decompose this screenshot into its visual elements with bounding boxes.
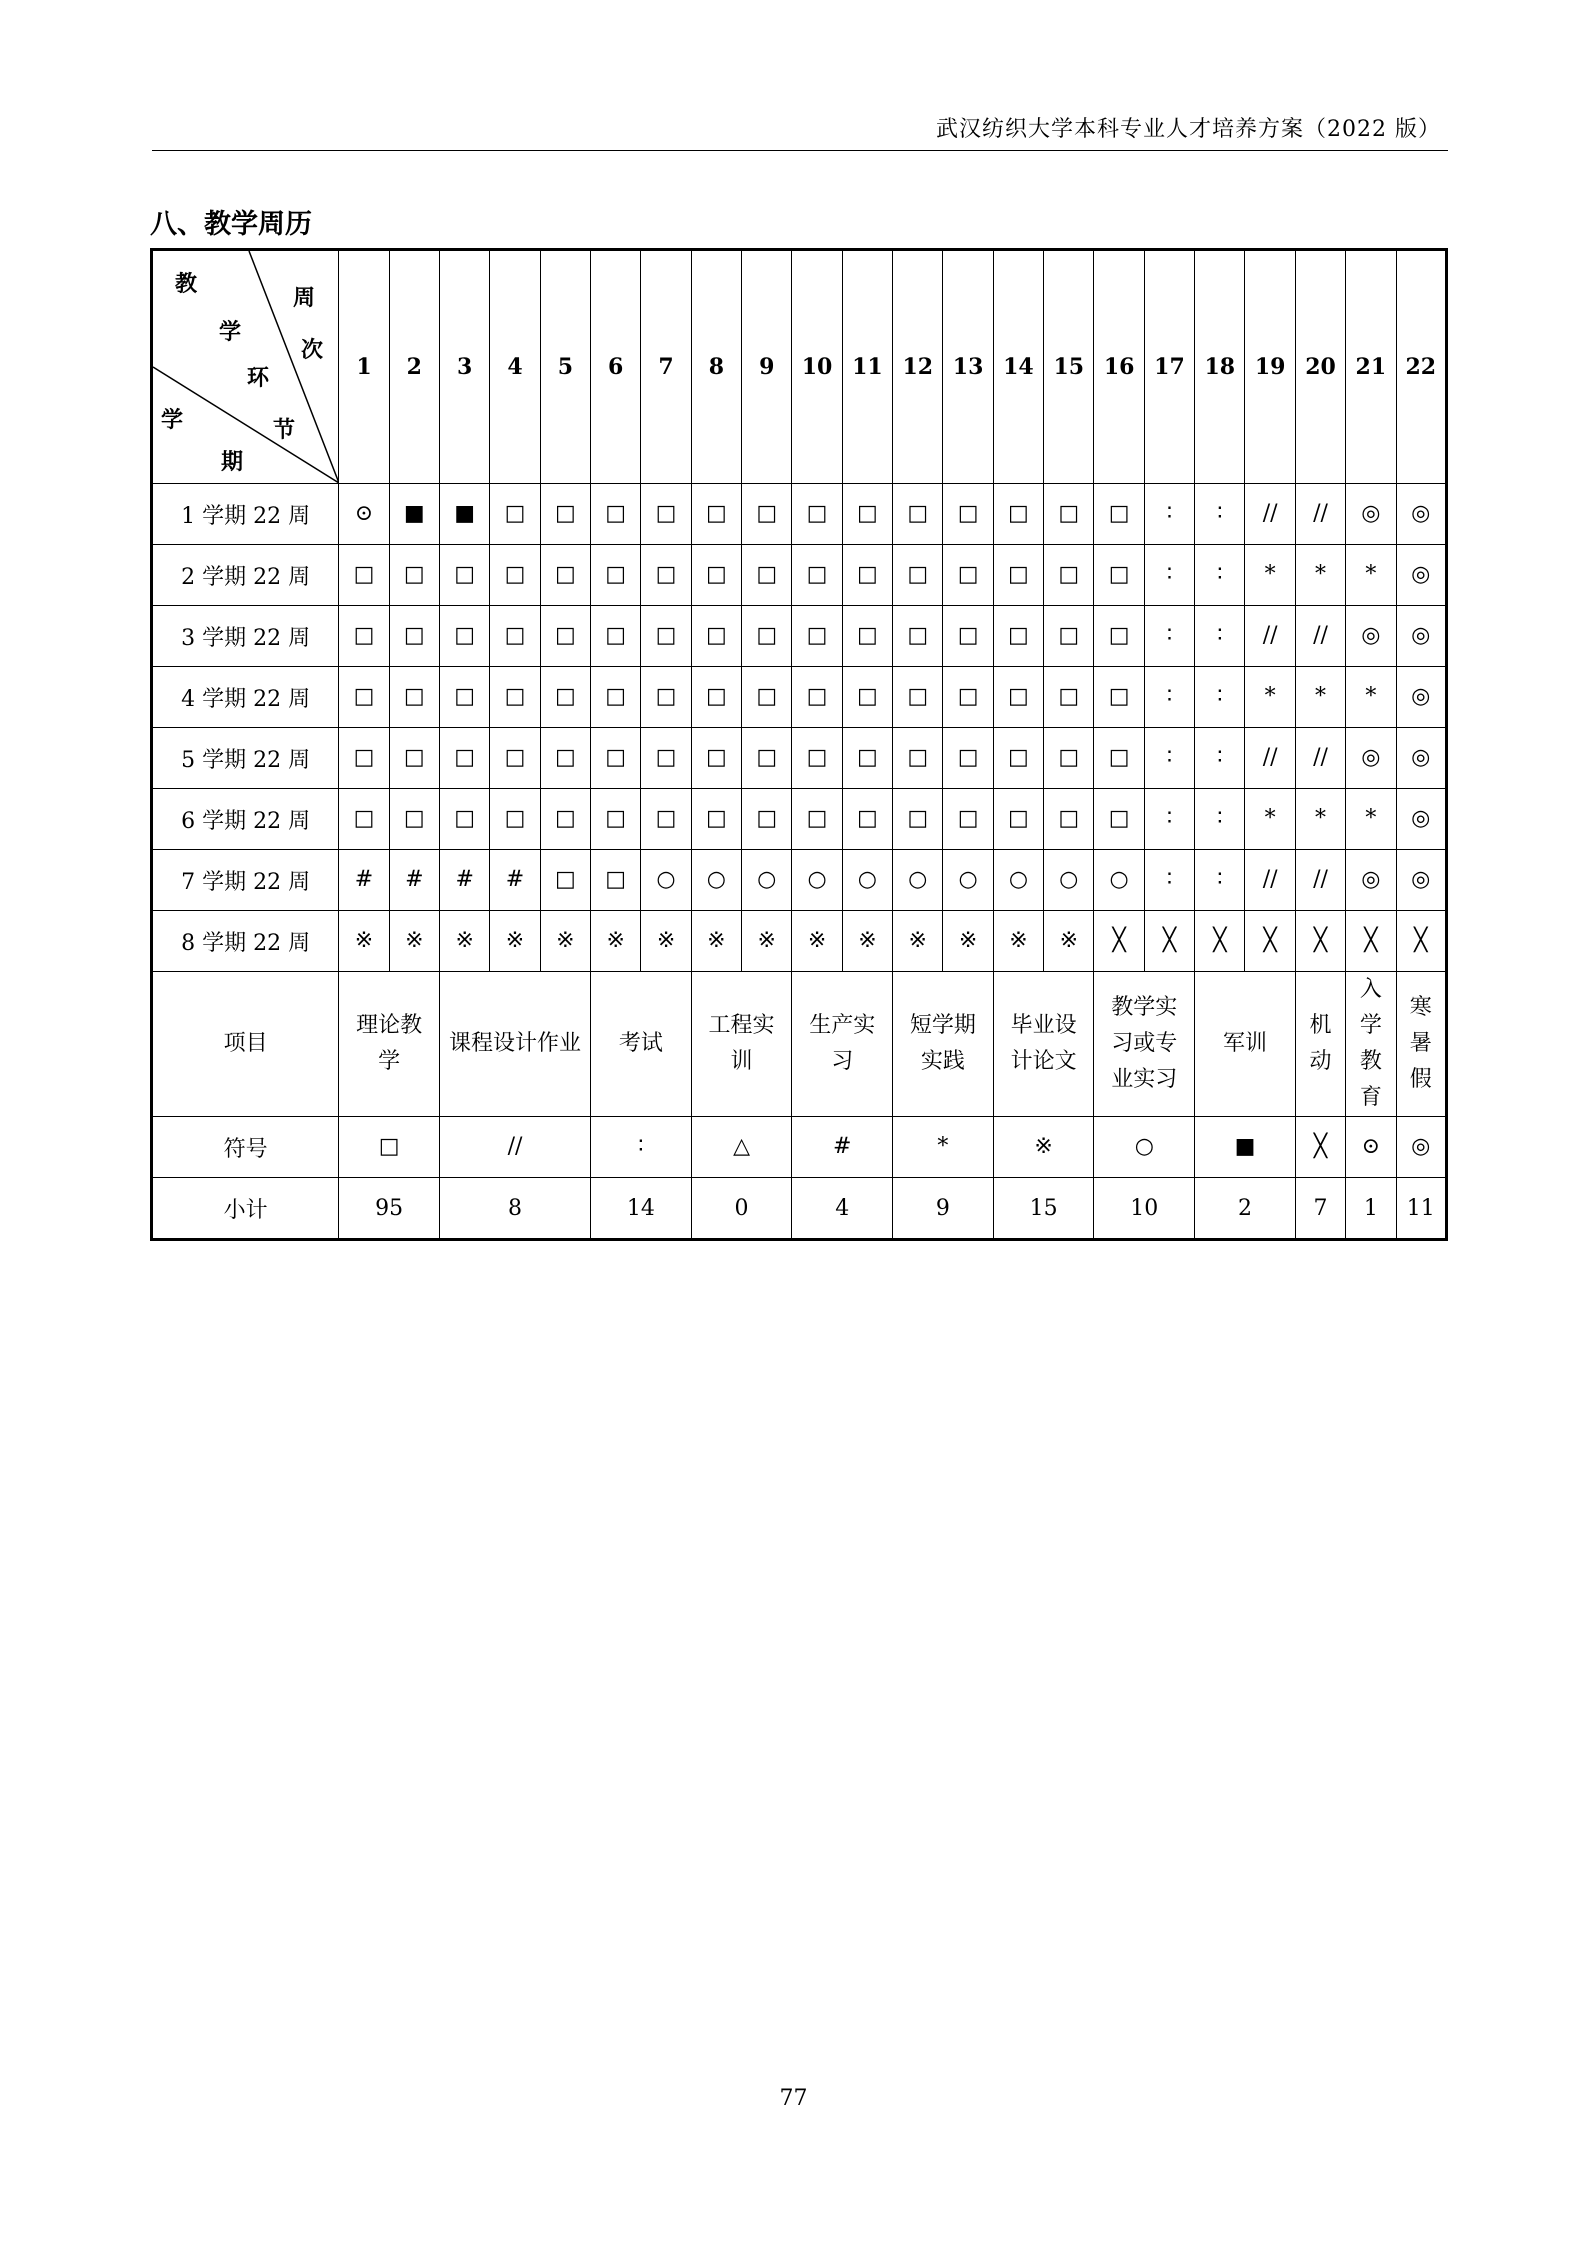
week-header-row — [152, 250, 1447, 484]
header-rule — [152, 150, 1448, 151]
week-cell: □ — [842, 728, 892, 789]
term-row-7 — [152, 850, 1447, 911]
week-cell: □ — [893, 606, 943, 667]
legend-symbol: // — [439, 1117, 590, 1178]
week-cell: ※ — [339, 911, 389, 972]
week-cell: □ — [490, 667, 540, 728]
week-cell: □ — [943, 789, 993, 850]
week-cell: □ — [389, 667, 439, 728]
week-header-10: 10 — [792, 250, 842, 484]
week-header-7: 7 — [641, 250, 691, 484]
legend-item: 军训 — [1195, 972, 1296, 1117]
week-header-1: 1 — [339, 250, 389, 484]
week-cell: □ — [1044, 667, 1094, 728]
week-cell: ∶ — [1195, 667, 1245, 728]
week-cell: □ — [439, 789, 489, 850]
week-cell: □ — [792, 728, 842, 789]
week-cell: * — [1245, 667, 1295, 728]
corner-label-top-4: 节 — [273, 417, 296, 443]
week-cell: ※ — [591, 911, 641, 972]
legend-subtotal: 15 — [993, 1178, 1094, 1240]
week-cell: □ — [691, 484, 741, 545]
week-cell: □ — [490, 484, 540, 545]
week-cell: □ — [742, 606, 792, 667]
legend-symbol: * — [893, 1117, 994, 1178]
legend-symbol: ○ — [1094, 1117, 1195, 1178]
term-row-2 — [152, 545, 1447, 606]
week-cell: ※ — [540, 911, 590, 972]
legend-subtotal: 14 — [591, 1178, 692, 1240]
corner-label-right-1: 周 — [293, 285, 316, 311]
week-cell: ○ — [792, 850, 842, 911]
week-header-16: 16 — [1094, 250, 1144, 484]
week-cell: ∶ — [1144, 667, 1194, 728]
week-cell: □ — [439, 606, 489, 667]
week-cell: □ — [893, 667, 943, 728]
week-cell: ╳ — [1245, 911, 1295, 972]
week-cell: □ — [842, 606, 892, 667]
week-cell: * — [1245, 789, 1295, 850]
week-cell: □ — [540, 545, 590, 606]
week-cell: □ — [1044, 728, 1094, 789]
week-cell: □ — [1044, 789, 1094, 850]
week-cell: ◎ — [1396, 850, 1446, 911]
week-cell: □ — [1044, 484, 1094, 545]
term-label: 4 学期 22 周 — [152, 667, 339, 728]
week-cell: □ — [691, 667, 741, 728]
week-cell: □ — [691, 545, 741, 606]
legend-symbol: ╳ — [1295, 1117, 1345, 1178]
week-cell: □ — [943, 667, 993, 728]
week-cell: □ — [993, 667, 1043, 728]
term-label: 7 学期 22 周 — [152, 850, 339, 911]
legend-symbol: ■ — [1195, 1117, 1296, 1178]
week-cell: □ — [742, 728, 792, 789]
week-cell: ※ — [1044, 911, 1094, 972]
week-cell: □ — [943, 606, 993, 667]
legend-item-label: 项目 — [152, 972, 339, 1117]
week-cell: □ — [792, 789, 842, 850]
section-title: 八、教学周历 — [150, 209, 312, 240]
week-cell: ※ — [792, 911, 842, 972]
week-cell: ╳ — [1094, 911, 1144, 972]
week-cell: ※ — [842, 911, 892, 972]
week-header-8: 8 — [691, 250, 741, 484]
corner-diagonal-cell — [152, 250, 339, 484]
week-header-19: 19 — [1245, 250, 1295, 484]
week-cell: □ — [1094, 728, 1144, 789]
week-header-4: 4 — [490, 250, 540, 484]
week-cell: ∶ — [1195, 606, 1245, 667]
week-cell: □ — [389, 545, 439, 606]
legend-item: 教学实习或专业实习 — [1094, 972, 1195, 1117]
week-cell: ◎ — [1346, 850, 1396, 911]
legend-symbol: ◎ — [1396, 1117, 1446, 1178]
week-header-13: 13 — [943, 250, 993, 484]
week-cell: ◎ — [1346, 728, 1396, 789]
week-cell: □ — [641, 606, 691, 667]
week-header-17: 17 — [1144, 250, 1194, 484]
week-cell: □ — [540, 667, 590, 728]
week-cell: ∶ — [1144, 850, 1194, 911]
week-cell: ※ — [742, 911, 792, 972]
week-cell: ∶ — [1144, 728, 1194, 789]
week-cell: ○ — [1094, 850, 1144, 911]
legend-symbol: # — [792, 1117, 893, 1178]
week-cell: ○ — [842, 850, 892, 911]
week-cell: □ — [490, 545, 540, 606]
week-cell: # — [339, 850, 389, 911]
week-cell: ◎ — [1346, 606, 1396, 667]
week-cell: ○ — [943, 850, 993, 911]
legend-symbol: ※ — [993, 1117, 1094, 1178]
week-cell: □ — [641, 484, 691, 545]
week-cell: □ — [993, 606, 1043, 667]
week-cell: ╳ — [1295, 911, 1345, 972]
week-cell: □ — [842, 667, 892, 728]
week-cell: □ — [591, 850, 641, 911]
week-cell: □ — [842, 484, 892, 545]
week-cell: □ — [1094, 545, 1144, 606]
legend-item: 寒暑假 — [1396, 972, 1446, 1117]
term-label: 6 学期 22 周 — [152, 789, 339, 850]
week-cell: □ — [742, 545, 792, 606]
legend-subtotal-row — [152, 1178, 1447, 1240]
week-cell: □ — [893, 545, 943, 606]
week-cell: □ — [742, 484, 792, 545]
week-cell: □ — [691, 728, 741, 789]
week-cell: ∶ — [1144, 789, 1194, 850]
week-cell: ◎ — [1396, 667, 1446, 728]
week-cell: ○ — [691, 850, 741, 911]
week-cell: ○ — [742, 850, 792, 911]
legend-subtotal: 7 — [1295, 1178, 1345, 1240]
week-cell: ∶ — [1144, 545, 1194, 606]
legend-symbol-label: 符号 — [152, 1117, 339, 1178]
week-header-15: 15 — [1044, 250, 1094, 484]
week-cell: ∶ — [1195, 728, 1245, 789]
legend-subtotal: 8 — [439, 1178, 590, 1240]
corner-label-top-2: 学 — [219, 319, 242, 345]
week-cell: ○ — [893, 850, 943, 911]
week-cell: □ — [490, 606, 540, 667]
week-cell: ∶ — [1195, 850, 1245, 911]
legend-subtotal: 95 — [339, 1178, 440, 1240]
week-cell: * — [1295, 545, 1345, 606]
week-cell: ∶ — [1195, 789, 1245, 850]
week-cell: □ — [540, 606, 590, 667]
week-cell: □ — [893, 728, 943, 789]
week-cell: □ — [339, 606, 389, 667]
corner-label-bottom-1: 学 — [161, 407, 184, 433]
week-cell: ∶ — [1195, 484, 1245, 545]
week-cell: □ — [339, 545, 389, 606]
week-header-22: 22 — [1396, 250, 1446, 484]
week-cell: □ — [591, 545, 641, 606]
week-cell: □ — [439, 667, 489, 728]
week-cell: * — [1295, 789, 1345, 850]
page-number: 77 — [779, 2086, 808, 2111]
week-header-3: 3 — [439, 250, 489, 484]
legend-subtotal: 4 — [792, 1178, 893, 1240]
legend-subtotal: 2 — [1195, 1178, 1296, 1240]
week-cell: # — [490, 850, 540, 911]
week-cell: □ — [943, 484, 993, 545]
week-cell: □ — [339, 728, 389, 789]
legend-subtotal: 11 — [1396, 1178, 1446, 1240]
week-header-20: 20 — [1295, 250, 1345, 484]
term-row-4 — [152, 667, 1447, 728]
legend-subtotal: 10 — [1094, 1178, 1195, 1240]
week-cell: □ — [993, 545, 1043, 606]
week-cell: ∶ — [1195, 545, 1245, 606]
week-cell: ○ — [993, 850, 1043, 911]
legend-item: 生产实习 — [792, 972, 893, 1117]
week-cell: □ — [1094, 484, 1144, 545]
week-header-9: 9 — [742, 250, 792, 484]
legend-item: 理论教学 — [339, 972, 440, 1117]
legend-item: 入学教育 — [1346, 972, 1396, 1117]
week-cell: □ — [993, 484, 1043, 545]
corner-label-bottom-2: 期 — [221, 449, 244, 475]
week-cell: □ — [591, 789, 641, 850]
week-cell: ╳ — [1396, 911, 1446, 972]
week-cell: □ — [641, 667, 691, 728]
term-label: 1 学期 22 周 — [152, 484, 339, 545]
corner-label-right-2: 次 — [301, 337, 324, 363]
legend-subtotal: 0 — [691, 1178, 792, 1240]
week-header-12: 12 — [893, 250, 943, 484]
week-cell: // — [1295, 606, 1345, 667]
week-cell: ◎ — [1396, 545, 1446, 606]
week-cell: □ — [792, 606, 842, 667]
week-cell: □ — [1094, 667, 1144, 728]
week-cell: □ — [540, 850, 590, 911]
legend-symbol: △ — [691, 1117, 792, 1178]
week-cell: □ — [439, 545, 489, 606]
legend-subtotal: 1 — [1346, 1178, 1396, 1240]
week-cell: □ — [943, 728, 993, 789]
week-cell: □ — [540, 728, 590, 789]
week-cell: ○ — [1044, 850, 1094, 911]
week-cell: ⊙ — [339, 484, 389, 545]
term-label: 2 学期 22 周 — [152, 545, 339, 606]
week-cell: // — [1295, 728, 1345, 789]
term-label: 5 学期 22 周 — [152, 728, 339, 789]
week-cell: ╳ — [1195, 911, 1245, 972]
week-cell: ※ — [439, 911, 489, 972]
week-cell: ※ — [641, 911, 691, 972]
week-cell: □ — [439, 728, 489, 789]
week-cell: □ — [641, 545, 691, 606]
week-cell: * — [1346, 667, 1396, 728]
week-cell: ※ — [993, 911, 1043, 972]
week-cell: □ — [1094, 606, 1144, 667]
week-cell: □ — [842, 545, 892, 606]
week-cell: □ — [842, 789, 892, 850]
week-cell: ○ — [641, 850, 691, 911]
week-cell: ◎ — [1396, 484, 1446, 545]
week-cell: ■ — [389, 484, 439, 545]
week-cell: □ — [339, 789, 389, 850]
week-cell: // — [1295, 850, 1345, 911]
week-cell: □ — [389, 728, 439, 789]
week-cell: □ — [490, 789, 540, 850]
week-header-14: 14 — [993, 250, 1043, 484]
week-cell: □ — [389, 789, 439, 850]
legend-symbol: ∶ — [591, 1117, 692, 1178]
week-cell: □ — [893, 789, 943, 850]
week-cell: * — [1245, 545, 1295, 606]
corner-label-top-3: 环 — [247, 365, 270, 391]
term-row-1 — [152, 484, 1447, 545]
legend-symbol: ⊙ — [1346, 1117, 1396, 1178]
legend-item: 工程实训 — [691, 972, 792, 1117]
week-cell: ◎ — [1396, 728, 1446, 789]
week-cell: □ — [591, 728, 641, 789]
week-cell: □ — [641, 789, 691, 850]
week-cell: // — [1245, 728, 1295, 789]
week-cell: ※ — [893, 911, 943, 972]
legend-item: 课程设计作业 — [439, 972, 590, 1117]
week-cell: □ — [993, 789, 1043, 850]
week-cell: □ — [943, 545, 993, 606]
legend-item: 短学期实践 — [893, 972, 994, 1117]
week-header-11: 11 — [842, 250, 892, 484]
legend-item: 机动 — [1295, 972, 1345, 1117]
week-cell: □ — [691, 789, 741, 850]
legend-item: 考试 — [591, 972, 692, 1117]
week-cell: // — [1295, 484, 1345, 545]
week-cell: // — [1245, 484, 1295, 545]
week-header-18: 18 — [1195, 250, 1245, 484]
week-cell: □ — [792, 667, 842, 728]
corner-label-top-1: 教 — [175, 271, 198, 297]
week-cell: □ — [1044, 545, 1094, 606]
week-header-6: 6 — [591, 250, 641, 484]
week-cell: ※ — [389, 911, 439, 972]
week-cell: □ — [641, 728, 691, 789]
legend-item: 毕业设计论文 — [993, 972, 1094, 1117]
week-cell: □ — [490, 728, 540, 789]
week-cell: ※ — [943, 911, 993, 972]
week-cell: □ — [1094, 789, 1144, 850]
week-cell: ∶ — [1144, 606, 1194, 667]
week-cell: ◎ — [1346, 484, 1396, 545]
week-cell: ∶ — [1144, 484, 1194, 545]
week-cell: □ — [742, 789, 792, 850]
legend-item-row — [152, 972, 1447, 1117]
week-cell: □ — [691, 606, 741, 667]
week-cell: # — [389, 850, 439, 911]
week-cell: □ — [389, 606, 439, 667]
week-cell: □ — [893, 484, 943, 545]
legend-symbol-row — [152, 1117, 1447, 1178]
week-cell: ■ — [439, 484, 489, 545]
legend-symbol: □ — [339, 1117, 440, 1178]
week-cell: □ — [792, 545, 842, 606]
week-cell: □ — [591, 484, 641, 545]
legend-subtotal: 9 — [893, 1178, 994, 1240]
teaching-calendar-table — [150, 248, 1448, 1241]
week-cell: ╳ — [1144, 911, 1194, 972]
week-cell: ※ — [490, 911, 540, 972]
week-cell: // — [1245, 850, 1295, 911]
term-row-6 — [152, 789, 1447, 850]
week-cell: □ — [339, 667, 389, 728]
week-cell: ╳ — [1346, 911, 1396, 972]
week-cell: # — [439, 850, 489, 911]
week-header-21: 21 — [1346, 250, 1396, 484]
week-cell: * — [1346, 545, 1396, 606]
week-cell: □ — [993, 728, 1043, 789]
term-row-8 — [152, 911, 1447, 972]
week-cell: □ — [540, 484, 590, 545]
week-cell: □ — [591, 606, 641, 667]
week-cell: ◎ — [1396, 606, 1446, 667]
week-cell: ◎ — [1396, 789, 1446, 850]
week-cell: □ — [1044, 606, 1094, 667]
term-row-3 — [152, 606, 1447, 667]
week-header-5: 5 — [540, 250, 590, 484]
legend-subtotal-label: 小计 — [152, 1178, 339, 1240]
running-header: 武汉纺织大学本科专业人才培养方案（2022 版） — [936, 117, 1441, 142]
term-label: 3 学期 22 周 — [152, 606, 339, 667]
week-cell: □ — [591, 667, 641, 728]
week-header-2: 2 — [389, 250, 439, 484]
week-cell: □ — [540, 789, 590, 850]
week-cell: □ — [742, 667, 792, 728]
term-label: 8 学期 22 周 — [152, 911, 339, 972]
term-row-5 — [152, 728, 1447, 789]
week-cell: □ — [792, 484, 842, 545]
week-cell: * — [1346, 789, 1396, 850]
week-cell: ※ — [691, 911, 741, 972]
week-cell: * — [1295, 667, 1345, 728]
week-cell: // — [1245, 606, 1295, 667]
